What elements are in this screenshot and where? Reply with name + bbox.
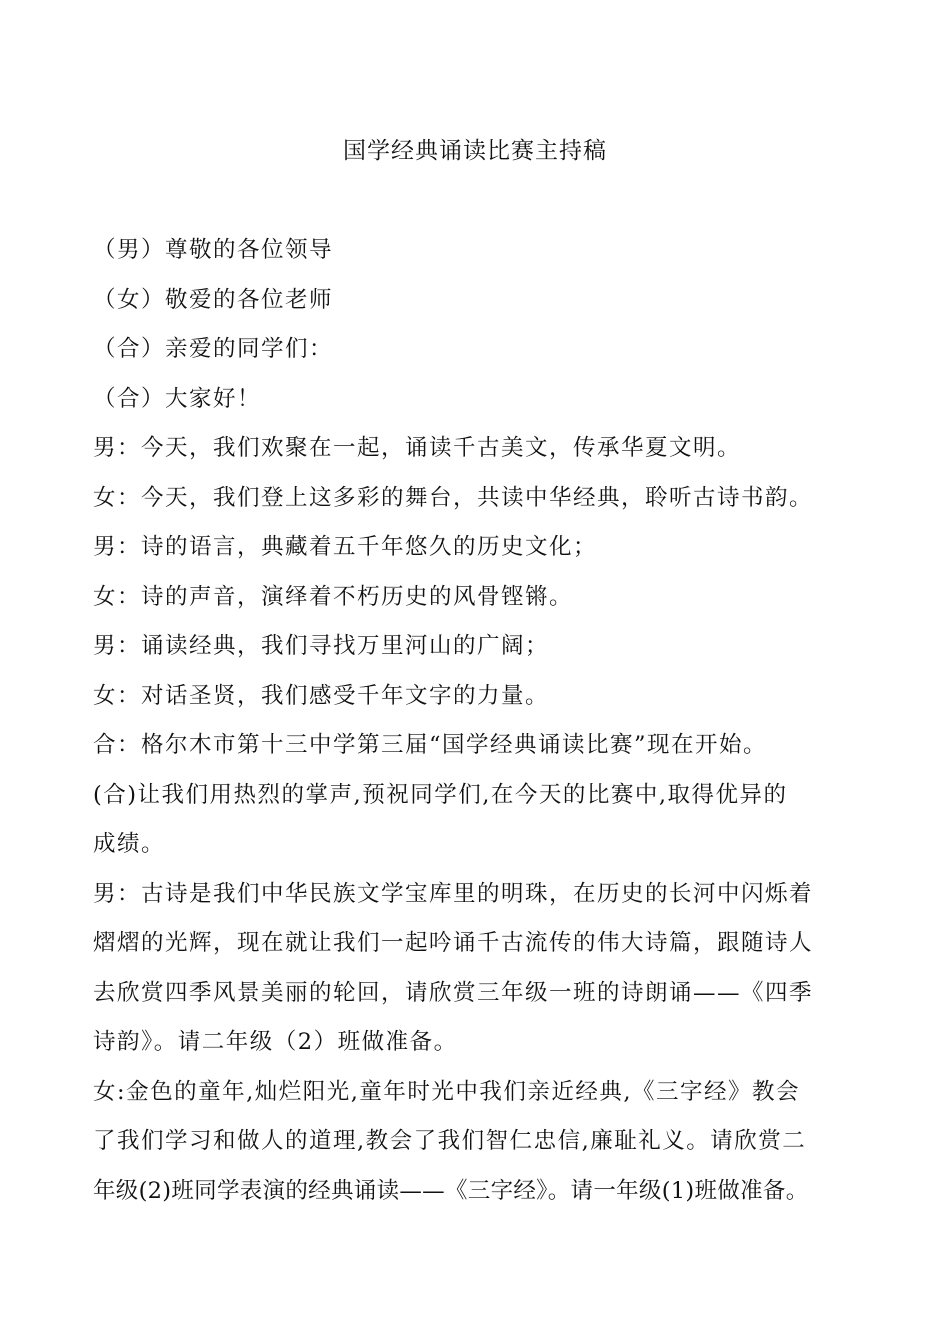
text-line: （女）敬爱的各位老师: [93, 286, 334, 313]
text-line: 年级(2)班同学表演的经典诵读——《三字经》。请一年级(1)班做准备。: [93, 1177, 809, 1204]
text-line: 熠熠的光辉，现在就让我们一起吟诵千古流传的伟大诗篇，跟随诗人: [93, 930, 814, 956]
text-line: （合）亲爱的同学们：: [93, 336, 334, 362]
text-line: 男：诵读经典，我们寻找万里河山的广阔；: [93, 633, 550, 659]
text-line: 了我们学习和做人的道理,教会了我们智仁忠信,廉耻礼义。请欣赏二: [93, 1128, 807, 1154]
document-body: [93, 226, 868, 1216]
text-line: 女:金色的童年,灿烂阳光,童年时光中我们亲近经典,《三字经》教会: [93, 1078, 801, 1105]
text-line: 成绩。: [93, 831, 166, 857]
text-line: （男）尊敬的各位领导: [93, 237, 334, 263]
text-line: 男：今天，我们欢聚在一起，诵读千古美文，传承华夏文明。: [93, 435, 742, 461]
text-line: 女：对话圣贤，我们感受千年文字的力量。: [93, 682, 550, 709]
text-line: （合）大家好！: [93, 385, 262, 412]
text-line: 女：诗的声音，演绎着不朽历史的风骨铿锵。: [93, 583, 574, 610]
text-line: 女：今天，我们登上这多彩的舞台，共读中华经典，聆听古诗书韵。: [93, 484, 814, 511]
text-line: 男：古诗是我们中华民族文学宝库里的明珠，在历史的长河中闪烁着: [93, 880, 814, 907]
text-line: 合：格尔木市第十三中学第三届“国学经典诵读比赛”现在开始。: [93, 732, 768, 758]
text-line: 去欣赏四季风景美丽的轮回，请欣赏三年级一班的诗朗诵——《四季: [93, 979, 814, 1006]
text-line: 男：诗的语言，典藏着五千年悠久的历史文化；: [93, 534, 598, 560]
text-line: (合)让我们用热烈的掌声,预祝同学们,在今天的比赛中,取得优异的: [93, 781, 788, 808]
text-line: 诗韵》。请二年级（2）班做准备。: [93, 1029, 458, 1055]
document-title: 国学经典诵读比赛主持稿: [343, 138, 607, 164]
